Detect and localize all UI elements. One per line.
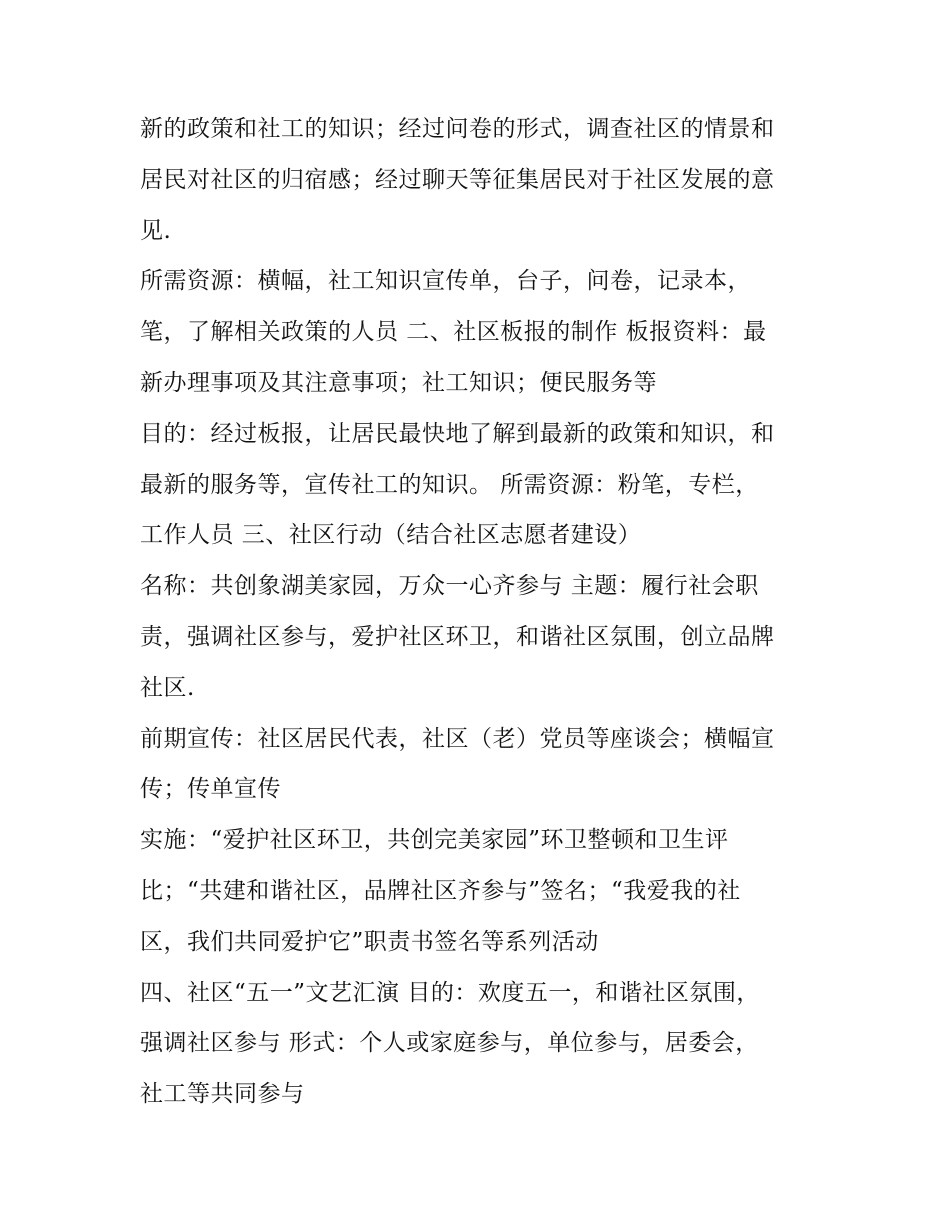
text-line: 区，我们共同爱护它”职责书签名等系列活动 [140,928,599,955]
text-line: 比；“共建和谐社区，品牌社区齐参与”签名；“我爱我的社 [140,877,741,904]
text-line: 笔，了解相关政策的人员 二、社区板报的制作 板报资料：最 [140,319,767,346]
text-line: 居民对社区的归宿感；经过聊天等征集居民对于社区发展的意 [140,166,775,193]
text-line: 强调社区参与 形式：个人或家庭参与，单位参与，居委会， [140,1030,759,1057]
text-line: 传；传单宣传 [140,776,281,803]
text-line: 所需资源：横幅，社工知识宣传单，台子，问卷，记录本， [140,268,751,295]
text-line: 工作人员 三、社区行动（结合社区志愿者建设） [140,522,642,549]
text-line: 最新的服务等，宣传社工的知识。 所需资源：粉笔，专栏， [140,471,759,498]
text-line: 新办理事项及其注意事项；社工知识；便民服务等 [140,369,657,396]
body-text [140,104,820,1120]
text-line: 前期宣传：社区居民代表，社区（老）党员等座谈会；横幅宣 [140,725,775,752]
text-line: 实施：“爱护社区环卫，共创完美家园”环卫整顿和卫生评 [140,827,729,854]
text-line: 社工等共同参与 [140,1081,305,1108]
text-line: 新的政策和社工的知识；经过问卷的形式，调查社区的情景和 [140,116,775,142]
text-line: 四、社区“五一”文艺汇演 目的：欢度五一，和谐社区氛围， [140,979,760,1006]
text-line: 目的：经过板报，让居民最快地了解到最新的政策和知识，和 [140,420,775,447]
text-line: 名称：共创象湖美家园，万众一心齐参与 主题：履行社会职 [140,573,759,600]
text-line: 责，强调社区参与，爱护社区环卫，和谐社区氛围，创立品牌 [140,623,775,650]
text-line: 社区. [140,674,195,701]
text-line: 见. [140,217,172,244]
